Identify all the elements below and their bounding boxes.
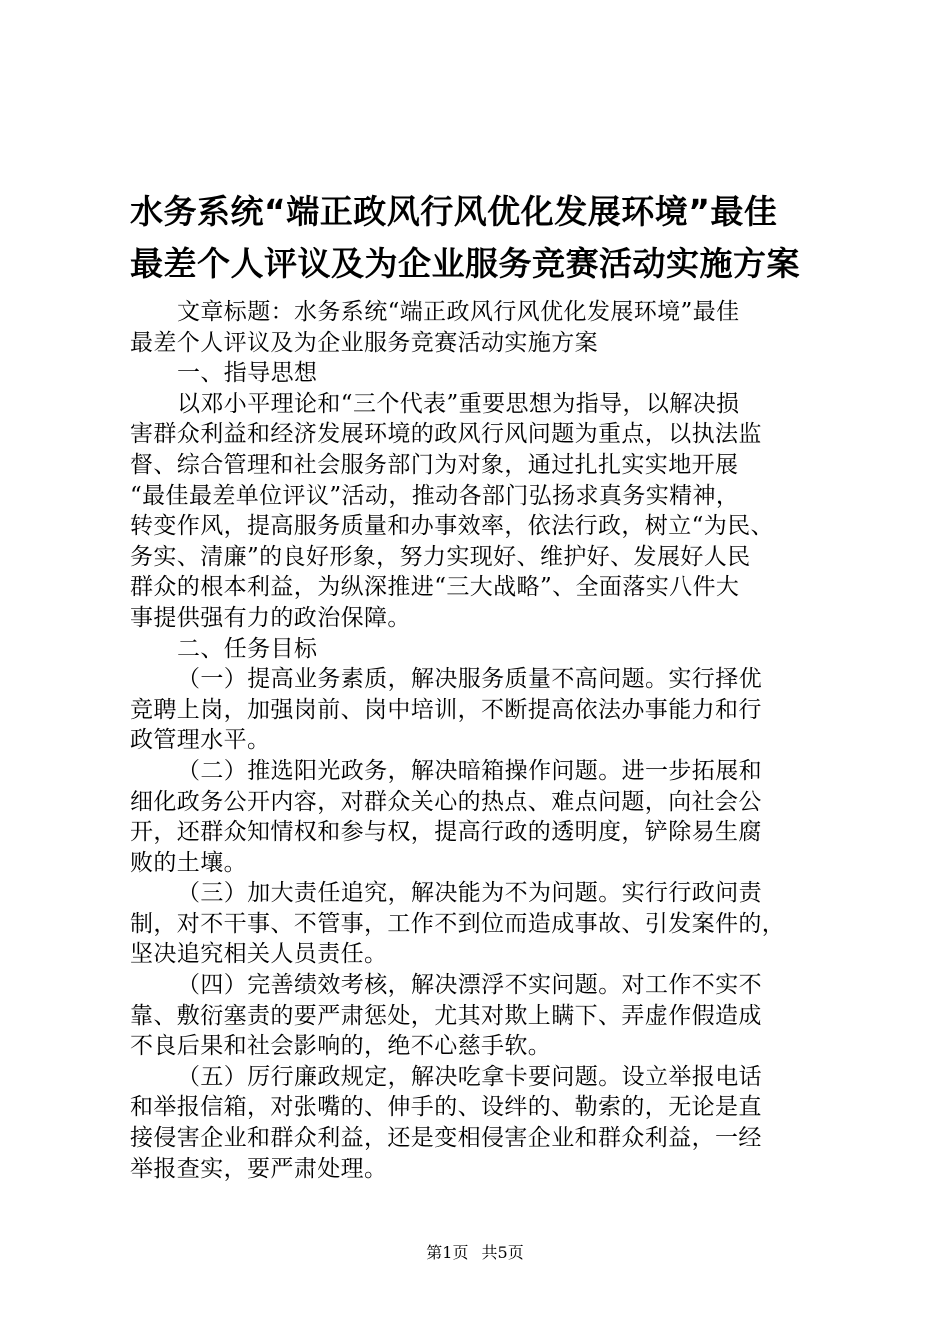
page-total: 共5页: [481, 1243, 524, 1262]
body-line: 竞聘上岗，加强岗前、岗中培训，不断提高依法办事能力和行: [130, 696, 762, 723]
body-line: （四）完善绩效考核，解决漂浮不实问题。对工作不实不: [177, 972, 762, 999]
page-number: 第1页: [426, 1243, 469, 1262]
body-line: 政管理水平。: [130, 727, 271, 754]
body-line: 害群众利益和经济发展环境的政风行风问题为重点，以执法监: [130, 421, 762, 448]
body-line: 务实、清廉”的良好形象，努力实现好、维护好、发展好人民: [130, 543, 751, 570]
body-line: 举报查实，要严肃处理。: [130, 1155, 388, 1182]
title-line-2: 最差个人评议及为企业服务竞赛活动实施方案: [130, 244, 800, 283]
body-line: 二、任务目标: [177, 635, 318, 662]
body-line: 转变作风，提高服务质量和办事效率，依法行政，树立“为民、: [130, 513, 774, 540]
page-footer: [0, 1242, 950, 1264]
body-line: 不良后果和社会影响的，绝不心慈手软。: [130, 1033, 552, 1060]
body-line: （三）加大责任追究，解决能为不为问题。实行行政问责: [177, 880, 762, 907]
document-body: [130, 297, 830, 1184]
body-line: 最差个人评议及为企业服务竞赛活动实施方案: [130, 329, 598, 356]
body-line: 和举报信箱，对张嘴的、伸手的、设绊的、勒索的，无论是直: [130, 1094, 762, 1121]
body-line: （一）提高业务素质，解决服务质量不高问题。实行择优: [177, 666, 762, 693]
body-line: 败的土壤。: [130, 849, 247, 876]
document-title: [130, 186, 830, 290]
body-line: 细化政务公开内容，对群众关心的热点、难点问题，向社会公: [130, 788, 762, 815]
body-line: “最佳最差单位评议”活动，推动各部门弘扬求真务实精神，: [130, 482, 740, 509]
body-line: 群众的根本利益，为纵深推进“三大战略”、全面落实八件大: [130, 574, 740, 601]
body-line: 一、指导思想: [177, 360, 318, 387]
body-line: 事提供强有力的政治保障。: [130, 604, 411, 631]
body-line: 靠、敷衍塞责的要严肃惩处，尤其对欺上瞒下、弄虚作假造成: [130, 1002, 762, 1029]
body-line: 文章标题：水务系统“端正政风行风优化发展环境”最佳: [177, 299, 740, 325]
body-line: （五）厉行廉政规定，解决吃拿卡要问题。设立举报电话: [177, 1063, 762, 1090]
body-line: 开，还群众知情权和参与权，提高行政的透明度，铲除易生腐: [130, 819, 762, 846]
body-line: 制，对不干事、不管事，工作不到位而造成事故、引发案件的，: [130, 910, 786, 937]
title-line-1: 水务系统“端正政风行风优化发展环境”最佳: [130, 192, 778, 231]
body-line: 接侵害企业和群众利益，还是变相侵害企业和群众利益，一经: [130, 1125, 762, 1152]
body-line: 坚决追究相关人员责任。: [130, 941, 388, 968]
body-line: 以邓小平理论和“三个代表”重要思想为指导，以解决损: [177, 390, 740, 417]
body-line: 督、综合管理和社会服务部门为对象，通过扎扎实实地开展: [130, 451, 739, 478]
body-line: （二）推选阳光政务，解决暗箱操作问题。进一步拓展和: [177, 757, 762, 784]
